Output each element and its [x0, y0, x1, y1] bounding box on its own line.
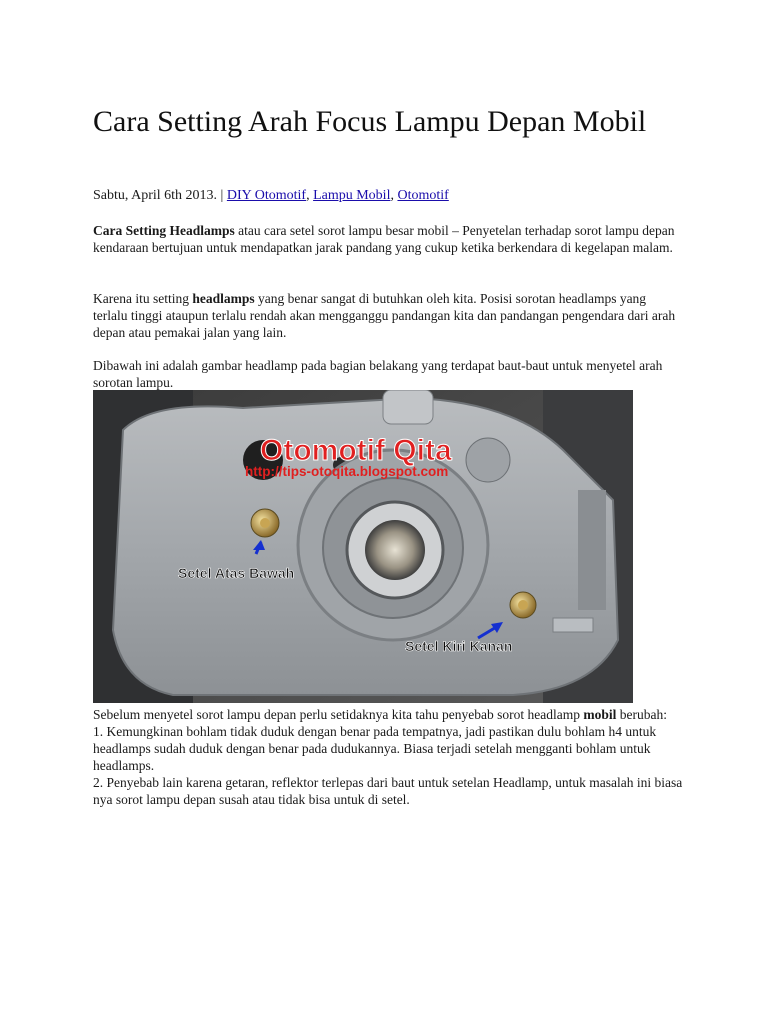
- post-date: Sabtu, April 6th 2013. |: [93, 188, 227, 203]
- paragraph: Dibawah ini adalah gambar headlamp pada bagian belakang yang terdapat baut-baut untuk menyetel arah sorotan lampu.: [93, 358, 663, 390]
- label-setel-atas-bawah: Setel Atas Bawah: [178, 565, 295, 581]
- intro-paragraph: Cara Setting Headlamps atau cara setel sorot lampu besar mobil – Penyetelan terhadap sorot lampu depan kendaraan bertujuan untuk mendapatkan jarak pandang yang cukup ketika berkendara di kegelapan malam.: [93, 223, 675, 255]
- category-link[interactable]: Otomotif: [397, 188, 449, 203]
- list-item: 1. Kemungkinan bohlam tidak duduk dengan benar pada tempatnya, jadi pastikan dulu bohlam h4 untuk headlamps sudah duduk dengan benar pada dudukannya. Biasa terjadi setelah mengganti bohlam untuk headlamps.: [93, 724, 657, 773]
- watermark-title: Otomotif Qita: [260, 434, 452, 467]
- headlamp-photo: [93, 390, 633, 703]
- paragraph: Karena itu setting headlamps yang benar sangat di butuhkan oleh kita. Posisi sorotan headlamps yang terlalu tinggi ataupun terlalu rendah akan mengganggu pandangan kita dan pandangan pengendara dari arah depan atau pemakai jalan yang lain.: [93, 291, 676, 340]
- article-meta: Sabtu, April 6th 2013. | DIY Otomotif, Lampu Mobil, Otomotif: [93, 188, 449, 203]
- label-setel-kiri-kanan: Setel Kiri Kanan: [405, 638, 513, 654]
- category-link[interactable]: DIY Otomotif: [226, 188, 307, 203]
- list-item: 2. Penyebab lain karena getaran, reflektor terlepas dari baut untuk setelan Headlamp, untuk masalah ini biasa nya sorot lampu depan susah atau tidak bisa untuk di setel.: [93, 775, 683, 807]
- category-link[interactable]: Lampu Mobil: [313, 188, 391, 203]
- article-title: Cara Setting Arah Focus Lampu Depan Mobil: [93, 105, 647, 138]
- watermark-url: http://tips-otoqita.blogspot.com: [245, 464, 449, 479]
- paragraph: Sebelum menyetel sorot lampu depan perlu setidaknya kita tahu penyebab sorot headlamp mobil berubah: 1. Kemungkinan bohlam tidak duduk dengan benar pada tempatnya, jadi pastikan dulu bohlam h4 untuk headlamps sudah duduk dengan benar pada dudukannya. Biasa terjadi setelah mengganti bohlam untuk headlamps. 2. Penyebab lain karena getaran, reflektor terlepas dari baut untuk setelan Headlamp, untuk masalah ini biasa nya sorot lampu depan susah atau tidak bisa untuk di setel.: [93, 707, 683, 807]
